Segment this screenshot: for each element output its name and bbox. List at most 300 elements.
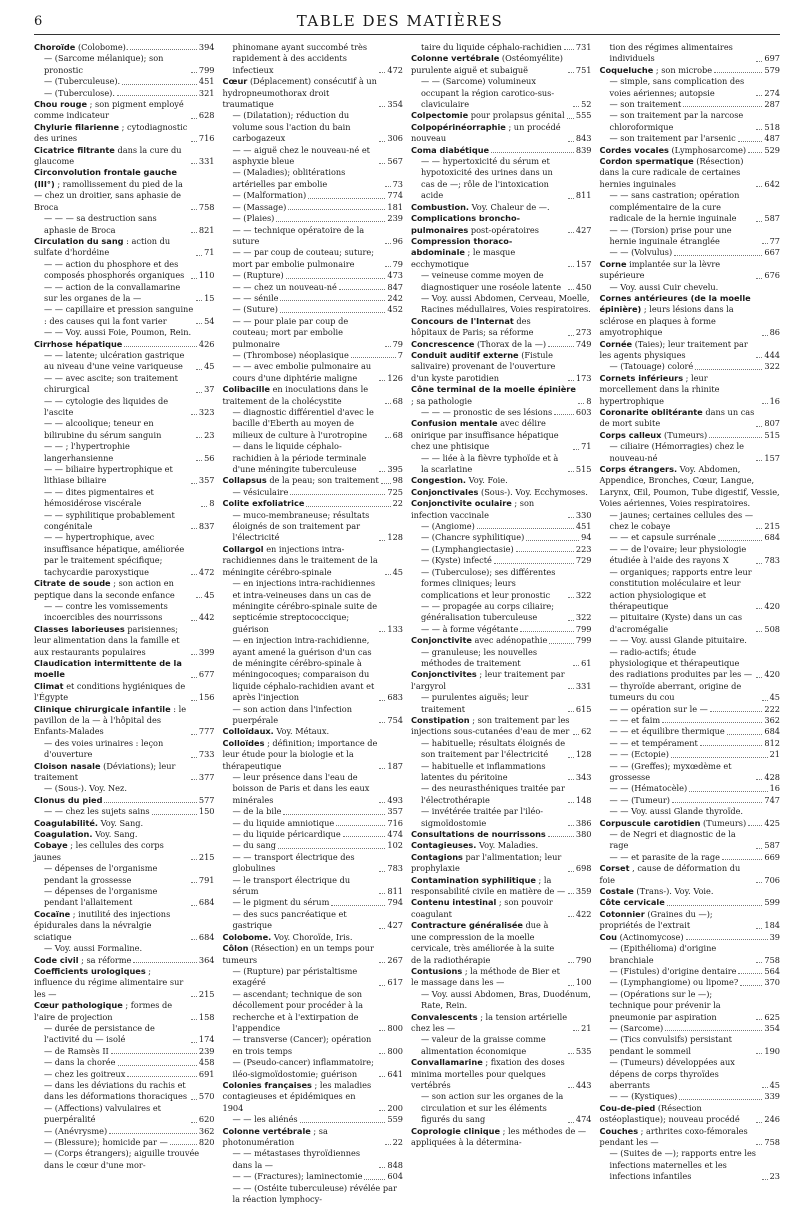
page-ref: 791 [198, 874, 215, 885]
entry-text [411, 339, 546, 350]
entry-text: — (Pseudo-cancer) inflammatoire; iléo-sigmoïdostomie; guérison [232, 1057, 374, 1079]
dot-leader [722, 859, 762, 860]
entry-text: — — et parasite de la rage [609, 851, 720, 862]
entry-text: — — Voy. aussi Foie, Poumon, Rein. [44, 327, 192, 338]
index-entry [223, 875, 404, 898]
entry-heading: Collargol [222, 543, 264, 554]
entry-text: — (Malformation) [232, 190, 307, 201]
index-entry [223, 897, 404, 908]
index-entry [411, 647, 592, 670]
index-entry [223, 361, 404, 384]
entry-text [411, 852, 566, 875]
entry-heading: Conjonctivales [411, 486, 479, 497]
entry-text [223, 932, 353, 943]
dot-leader [714, 72, 762, 73]
index-entry [223, 441, 404, 475]
page-ref: 458 [198, 1057, 215, 1068]
entry-heading: Corps étrangers. [599, 464, 678, 475]
index-entry [34, 738, 215, 761]
page-ref: 821 [198, 224, 215, 235]
index-entry [223, 110, 404, 144]
page-ref: 68 [392, 395, 403, 406]
entry-text [34, 1000, 189, 1023]
dot-leader [568, 1122, 574, 1123]
entry-text: — (Anévrysme) [44, 1125, 108, 1136]
page-ref: 422 [575, 908, 592, 919]
entry-detail: (Tumeurs) [661, 429, 708, 440]
entry-detail: ; la responsabilité civile en matière de — [411, 874, 566, 897]
page-ref: 443 [575, 1079, 592, 1090]
dot-leader [191, 414, 197, 415]
entry-text: — (Lymphangiectasie) [421, 543, 514, 554]
entry-text [600, 863, 755, 886]
index-entry [223, 704, 404, 727]
dot-leader [191, 141, 197, 142]
page-ref: 62 [581, 726, 592, 737]
index-entry [411, 555, 592, 566]
index-entry [600, 818, 781, 829]
entry-text [600, 156, 755, 190]
index-entry [411, 1012, 592, 1035]
entry-text [34, 42, 128, 53]
index-entry [600, 99, 781, 110]
index-entry [34, 624, 215, 658]
entry-detail: ; les maladies contagieuses et épidémiques en 1904 [222, 1079, 372, 1113]
dot-leader [568, 985, 574, 986]
index-entry [34, 578, 215, 601]
index-entry [34, 818, 215, 829]
entry-text: tion des régimes alimentaires individuels [609, 42, 733, 64]
dot-leader [718, 540, 763, 541]
dot-leader [385, 437, 391, 438]
page-ref: 812 [764, 737, 780, 748]
dot-leader [568, 1053, 574, 1054]
entry-text [600, 1103, 755, 1126]
index-entry [223, 202, 404, 213]
page-ref: 23 [204, 429, 215, 440]
dot-leader [379, 1030, 385, 1031]
page-ref: 442 [198, 612, 215, 623]
entry-heading: Claudication intermittente de la moelle [34, 657, 182, 680]
entry-text: — invétérée traitée par l'iléo-sigmoïdostomie [421, 806, 544, 828]
entry-text: — (Tuberculose). [44, 87, 115, 98]
entry-text: — son traitement [609, 99, 682, 110]
entry-heading: Convalescents [411, 1011, 478, 1022]
index-entry [411, 669, 592, 692]
entry-text: — (Affections) valvulaires et puerpéralité [44, 1102, 161, 1125]
dot-leader [191, 996, 197, 997]
page-ref: 45 [769, 692, 780, 703]
entry-text: — — Voy. aussi Glande thyroïde. [609, 806, 744, 817]
index-entry [600, 989, 781, 1023]
index-entry [411, 738, 592, 761]
dot-leader [756, 677, 762, 678]
entry-text: — durée de persistance de l'activité du — isolé [44, 1022, 155, 1045]
entry-text: — (Rupture) par péristaltisme exagéré [232, 965, 358, 988]
dot-leader [191, 1019, 197, 1020]
entry-text [34, 145, 189, 168]
dot-leader [756, 563, 762, 564]
entry-text: — leur présence dans l'eau de boisson de Paris et dans les eaux minérales [232, 772, 370, 805]
entry-detail: ; le masque ecchymotique [411, 247, 516, 269]
page-ref: 354 [764, 1022, 780, 1033]
dot-leader [379, 802, 385, 803]
page-ref: 731 [575, 42, 592, 52]
index-entry [411, 601, 592, 624]
index-entry [600, 681, 781, 704]
dot-leader [124, 346, 197, 347]
dot-leader [756, 608, 762, 609]
dot-leader [191, 1122, 197, 1123]
index-entry [600, 430, 781, 441]
index-entry [411, 1057, 592, 1091]
entry-heading: Cornée [599, 338, 633, 349]
page-ref: 684 [764, 726, 780, 737]
dot-leader [756, 278, 762, 279]
entry-text: — (Blessure); homicide par — [44, 1137, 168, 1147]
entry-heading: Corps calleux [599, 429, 662, 440]
entry-text [34, 99, 189, 122]
dot-leader [191, 163, 197, 164]
dot-leader [756, 221, 762, 222]
page-ref: 8 [586, 395, 592, 406]
entry-text: — de Negri et diagnostic de la rage [609, 829, 736, 851]
entry-text: — — hypertoxicité du sérum et hypotoxicité des urines dans un cas de —; rôle de l'intoxication acide [421, 156, 553, 201]
index-entry [34, 704, 215, 738]
entry-detail: Voy. Sang. [98, 817, 144, 828]
page-ref: 370 [764, 977, 780, 988]
index-entry [600, 156, 781, 190]
page-ref: 515 [764, 429, 780, 440]
page-ref: 620 [198, 1114, 215, 1125]
entry-text [34, 167, 189, 213]
index-entry [600, 532, 781, 543]
entry-text [411, 840, 538, 851]
entry-text: — — Voy. aussi Glande pituitaire. [609, 635, 747, 646]
entry-text: — du sang [232, 840, 277, 851]
index-entry [411, 761, 592, 784]
index-entry [411, 624, 592, 635]
index-entry [411, 1126, 592, 1149]
index-entry [34, 601, 215, 624]
dot-leader [191, 278, 197, 279]
entry-text [411, 350, 566, 384]
dot-leader [709, 437, 762, 438]
index-entry [34, 955, 215, 966]
entry-text: — — dites pigmentaires et hémosidérose viscérale [44, 486, 154, 509]
dot-leader [196, 597, 202, 598]
entry-text: — — et tempérament [609, 737, 698, 748]
entry-text: — granuleuse; les nouvelles méthodes de traitement [421, 646, 538, 668]
page-title: TABLE DES MATIÈRES [296, 12, 504, 30]
index-entry [411, 156, 592, 202]
entry-text [34, 624, 189, 658]
dot-leader [756, 1053, 762, 1054]
dot-leader [152, 814, 197, 815]
index-entry [600, 612, 781, 635]
index-entry [600, 1034, 781, 1057]
page-ref: 515 [575, 464, 592, 475]
entry-text [600, 259, 755, 282]
index-entry [34, 1137, 215, 1148]
entry-heading: Chylurie filarienne [34, 121, 120, 132]
entry-text: — (Chancre syphilitique) [421, 532, 525, 543]
index-entry [34, 122, 215, 145]
page-ref: 848 [387, 1159, 403, 1170]
page-ref: 322 [575, 612, 592, 623]
index-entry [600, 282, 781, 293]
dot-leader [191, 209, 197, 210]
index-entry [223, 498, 404, 509]
page-ref: 800 [387, 1022, 403, 1033]
page-ref: 628 [198, 110, 215, 121]
entry-text [223, 544, 383, 578]
dot-leader [381, 483, 391, 484]
entry-text [600, 897, 665, 908]
page-ref: 427 [575, 224, 592, 235]
index-entry [600, 966, 781, 977]
page-ref: 239 [387, 213, 403, 224]
dot-leader [568, 232, 574, 233]
entry-text [600, 430, 708, 441]
dot-leader [385, 266, 391, 267]
entry-text: — — (Sarcome) volumineux occupant la région carotico-sus-claviculaire [421, 76, 555, 110]
entry-detail: (Colobome). [75, 42, 129, 52]
dot-leader [379, 893, 385, 894]
page-ref: 487 [764, 133, 780, 144]
entry-text: — Voy. aussi Abdomen, Bras, Duodénum, Rate, Rein. [421, 988, 591, 1011]
page-ref: 641 [387, 1068, 403, 1079]
entry-text [411, 920, 566, 966]
index-entry [34, 53, 215, 76]
entry-text [34, 236, 194, 259]
entry-heading: Cotonnier [599, 908, 645, 919]
page-ref: 426 [198, 338, 215, 349]
index-entry [34, 863, 215, 886]
dot-leader [130, 49, 196, 50]
dot-leader [379, 1053, 385, 1054]
index-entry [600, 1023, 781, 1034]
page-ref: 8 [209, 498, 215, 509]
dot-leader [196, 255, 202, 256]
page-ref: 450 [575, 281, 592, 292]
index-entry [34, 88, 215, 99]
page-ref: 45 [392, 566, 403, 577]
entry-heading: Cœur [222, 76, 248, 87]
index-entry [600, 829, 781, 852]
entry-text: — — liée à la fièvre typhoïde et à la scarlatine [421, 452, 559, 475]
index-entry [600, 738, 781, 749]
index-entry [223, 282, 404, 293]
dot-leader [331, 905, 385, 906]
entry-detail: (Taies); leur traitement par les agents physiques [599, 338, 748, 360]
dot-leader [191, 905, 197, 906]
dot-leader [549, 643, 573, 644]
entry-text: — (Epithélioma) d'origine branchiale [609, 943, 717, 965]
dot-leader [667, 905, 763, 906]
entry-text: — des sucs pancréatique et gastrique [232, 908, 347, 931]
dot-leader [568, 517, 574, 518]
page-ref: 364 [198, 954, 215, 965]
entry-text: — — action de la convallamarine sur les organes de la — [44, 281, 181, 303]
dot-leader [196, 300, 202, 301]
entry-text: — des neurasthéniques traitée par l'électrothérapie [421, 783, 565, 805]
dot-leader [280, 300, 385, 301]
page-ref: 799 [575, 623, 592, 634]
entry-heading: Couches [599, 1125, 639, 1136]
index-entry [411, 122, 592, 145]
dot-leader [568, 620, 574, 621]
page-ref: 599 [764, 897, 780, 908]
entry-text: — (Tics convulsifs) persistant pendant le sommeil [609, 1034, 732, 1056]
index-entry [411, 475, 592, 486]
entry-detail: ; influence du régime alimentaire sur les — [34, 965, 184, 999]
entry-heading: Cloison nasale [34, 760, 101, 771]
entry-text [600, 886, 714, 897]
entry-text: — (Kyste) infecté [421, 555, 492, 566]
dot-leader [568, 289, 574, 290]
index-entry [600, 544, 781, 567]
entry-detail: : le pavillon de la — à l'hôpital des Enfants-Malades [34, 703, 187, 737]
dot-leader [573, 665, 579, 666]
entry-text [223, 475, 379, 486]
dot-leader [671, 757, 768, 758]
page-ref: 173 [575, 372, 592, 383]
page-ref: 380 [575, 829, 592, 840]
entry-text: — — hypertrophique, avec insuffisance hépatique, améliorée par le traitement spécifique; tachycardie paroxystique [44, 532, 185, 577]
entry-heading: Coagulabilité. [34, 817, 99, 828]
index-entry [411, 316, 592, 339]
entry-detail: (Sous-). Voy. Ecchymoses. [478, 486, 588, 497]
page-ref: 847 [387, 281, 403, 292]
page-ref: 242 [387, 292, 403, 303]
page-ref: 564 [764, 965, 780, 976]
index-entry [600, 42, 781, 65]
index-entry [223, 989, 404, 1035]
entry-heading: Congestion. [411, 475, 467, 486]
entry-text [600, 293, 760, 339]
entry-heading: Circulation du sang [34, 235, 124, 246]
entry-text [411, 202, 550, 213]
index-entry [600, 909, 781, 932]
index-entry [34, 943, 215, 954]
entry-detail: ; ramollissement du pied de la — chez un droitier, sans aphasie de Broca [34, 178, 183, 212]
entry-text: — le pigment du sérum [232, 897, 330, 908]
index-entry [411, 806, 592, 829]
page-ref: 330 [575, 509, 592, 520]
entry-heading: Coagulation. [34, 829, 93, 840]
index-entry [223, 932, 404, 943]
entry-text: — — par coup de couteau; suture; mort par embolie pulmonaire [232, 247, 375, 269]
entry-text [34, 909, 189, 943]
entry-heading: Coma diabétique [411, 144, 490, 155]
entry-text [223, 1080, 378, 1114]
index-entry [600, 361, 781, 372]
entry-heading: Coronarite oblitérante [599, 407, 703, 417]
index-entry [411, 920, 592, 966]
index-entry [600, 76, 781, 99]
entry-text [34, 339, 122, 350]
entry-heading: Citrate de soude [34, 578, 111, 589]
index-entry [223, 42, 404, 76]
entry-heading: Contusions [411, 965, 463, 976]
dot-leader [568, 198, 574, 199]
page-ref: 21 [581, 1022, 592, 1033]
page-ref: 669 [764, 851, 780, 862]
dot-leader [494, 563, 574, 564]
entry-text: — de la bile [232, 806, 282, 817]
dot-leader [191, 232, 197, 233]
entry-detail: ; les méthodes de — appliquées à la détermina- [411, 1125, 587, 1147]
index-entry [34, 373, 215, 396]
page-ref: 749 [575, 338, 592, 349]
page-ref: 322 [575, 589, 592, 600]
index-entry [34, 1069, 215, 1080]
entry-heading: Concours de l'Internat [411, 315, 514, 326]
index-entry [600, 407, 781, 430]
entry-text [223, 726, 330, 737]
page-ref: 7 [397, 349, 403, 360]
dot-leader [379, 962, 385, 963]
entry-detail: Voy. Foie. [466, 475, 508, 486]
dot-leader [727, 734, 763, 735]
dot-leader [756, 1122, 762, 1123]
index-entry [34, 681, 215, 704]
dot-leader [568, 711, 574, 712]
entry-text: phinomane ayant succombé très rapidement à des accidents infectieux [232, 42, 368, 75]
entry-detail: ; un procédé nouveau [411, 121, 561, 144]
dot-leader [756, 779, 762, 780]
dot-leader [191, 654, 197, 655]
index-entry [600, 897, 781, 908]
entry-detail: (Déviations); leur traitement [34, 760, 176, 782]
dot-leader [756, 460, 762, 461]
entry-text: — — (Hématocèle) [609, 783, 688, 794]
entry-text: — — de l'ovaire; leur physiologie étudiée à l'aide des rayons X [609, 543, 747, 566]
entry-detail: (Déplacement) consécutif à un hydropneumothorax droit traumatique [222, 76, 377, 110]
entry-text: — — et capsule surrénale [609, 532, 716, 543]
index-entry [411, 42, 592, 53]
entry-detail: ; les cellules des corps jaunes [34, 840, 164, 862]
page-ref: 555 [575, 110, 592, 121]
entry-text [411, 1012, 571, 1035]
dot-leader [491, 152, 574, 153]
index-entry [223, 1057, 404, 1080]
page-ref: 570 [198, 1091, 215, 1102]
page-ref: 625 [764, 1011, 780, 1022]
index-entry [411, 270, 592, 293]
index-entry [223, 293, 404, 304]
index-entry [600, 567, 781, 613]
index-entry [34, 1103, 215, 1126]
entry-heading: Circonvolution frontale gauche (III°) [34, 167, 177, 189]
index-entry [600, 110, 781, 133]
entry-text [600, 464, 781, 510]
entry-heading: Cœur pathologique [34, 1000, 123, 1011]
dot-leader [191, 700, 197, 701]
page-ref: 61 [581, 657, 592, 668]
index-entry [600, 464, 781, 510]
dot-leader [196, 392, 202, 393]
page-ref: 222 [764, 703, 780, 714]
entry-text: — son traitement par l'arsenic [609, 133, 736, 144]
entry-heading: Climat [34, 680, 64, 691]
entry-detail: en injections intra-rachidiennes dans le traitement de la méningite cérébro-spinale [222, 543, 378, 577]
page-ref: 100 [575, 977, 592, 988]
index-entry [600, 761, 781, 784]
entry-detail: ; leur morcellement dans la rhinite hypertrophique [599, 372, 720, 406]
index-entry [34, 464, 215, 487]
